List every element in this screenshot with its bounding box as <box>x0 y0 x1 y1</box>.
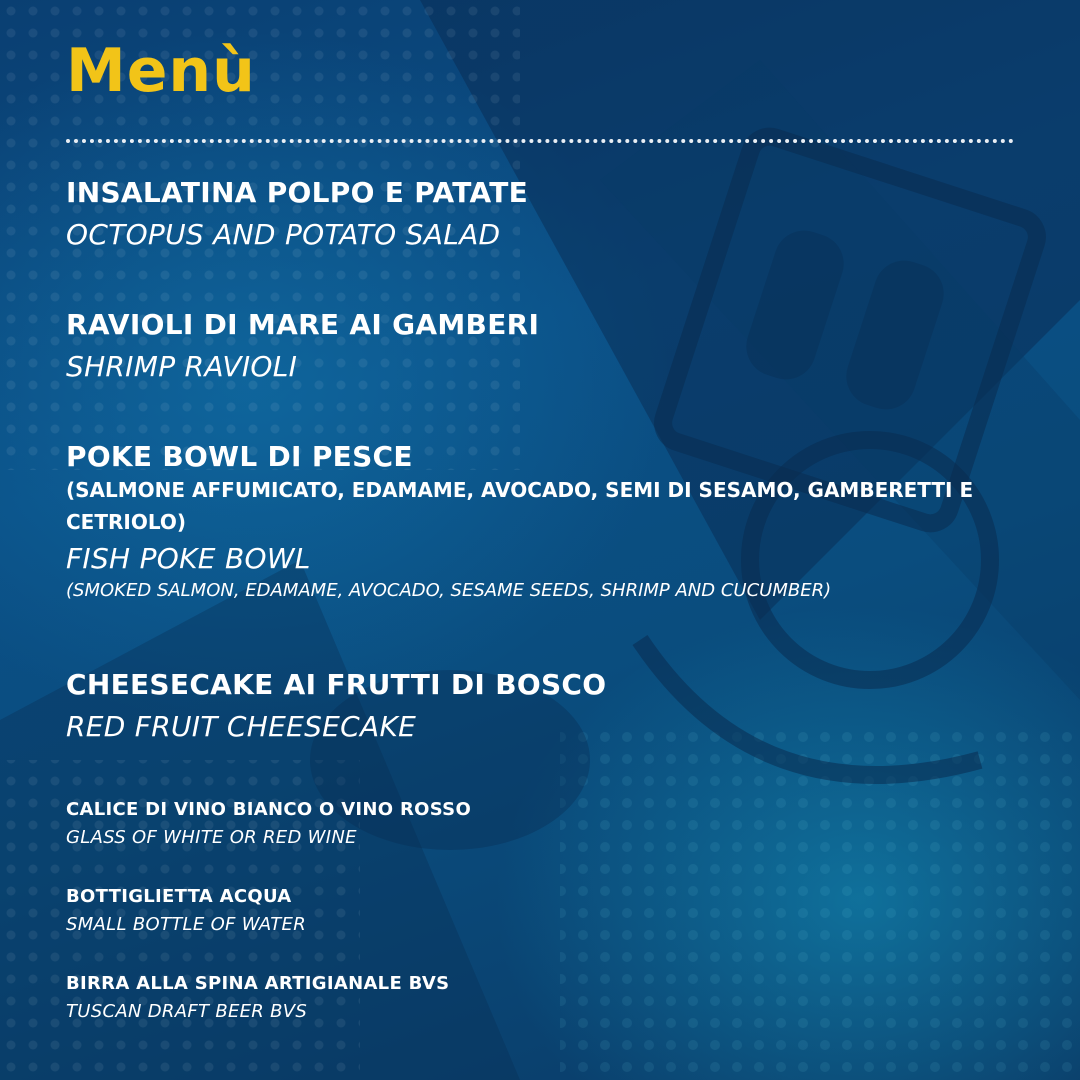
menu-course <box>66 308 539 384</box>
course-name-italian: INSALATINA POLPO E PATATE <box>66 176 529 209</box>
course-name-english: FISH POKE BOWL <box>66 542 311 575</box>
dotted-divider <box>66 139 1014 143</box>
menu-course <box>66 176 528 252</box>
course-name-english: SHRIMP RAVIOLI <box>66 350 298 383</box>
menu-title: Menù <box>66 36 256 106</box>
drink-item <box>66 799 471 849</box>
drink-name-english: GLASS OF WHITE OR RED WINE <box>66 827 357 848</box>
drink-item <box>66 886 306 936</box>
course-name-italian: RAVIOLI DI MARE AI GAMBERI <box>66 308 540 341</box>
drink-name-english: SMALL BOTTLE OF WATER <box>66 914 307 935</box>
menu-course <box>66 668 606 744</box>
drink-item <box>66 973 449 1023</box>
course-name-italian: CHEESECAKE AI FRUTTI DI BOSCO <box>66 668 607 701</box>
drink-name-italian: BOTTIGLIETTA ACQUA <box>66 886 292 907</box>
course-name-english: OCTOPUS AND POTATO SALAD <box>66 218 501 251</box>
course-name-italian: POKE BOWL DI PESCE <box>66 440 413 473</box>
drink-name-english: TUSCAN DRAFT BEER BVS <box>66 1001 308 1022</box>
drink-name-italian: BIRRA ALLA SPINA ARTIGIANALE BVS <box>66 973 450 994</box>
drink-name-italian: CALICE DI VINO BIANCO O VINO ROSSO <box>66 799 472 820</box>
course-name-english: RED FRUIT CHEESECAKE <box>66 710 417 743</box>
course-detail-english: (SMOKED SALMON, EDAMAME, AVOCADO, SESAME SEEDS, SHRIMP AND CUCUMBER) <box>66 580 832 601</box>
menu-course <box>66 440 986 602</box>
course-detail-italian: (SALMONE AFFUMICATO, EDAMAME, AVOCADO, SEMI DI SESAMO, GAMBERETTI E CETRIOLO) <box>66 478 974 534</box>
